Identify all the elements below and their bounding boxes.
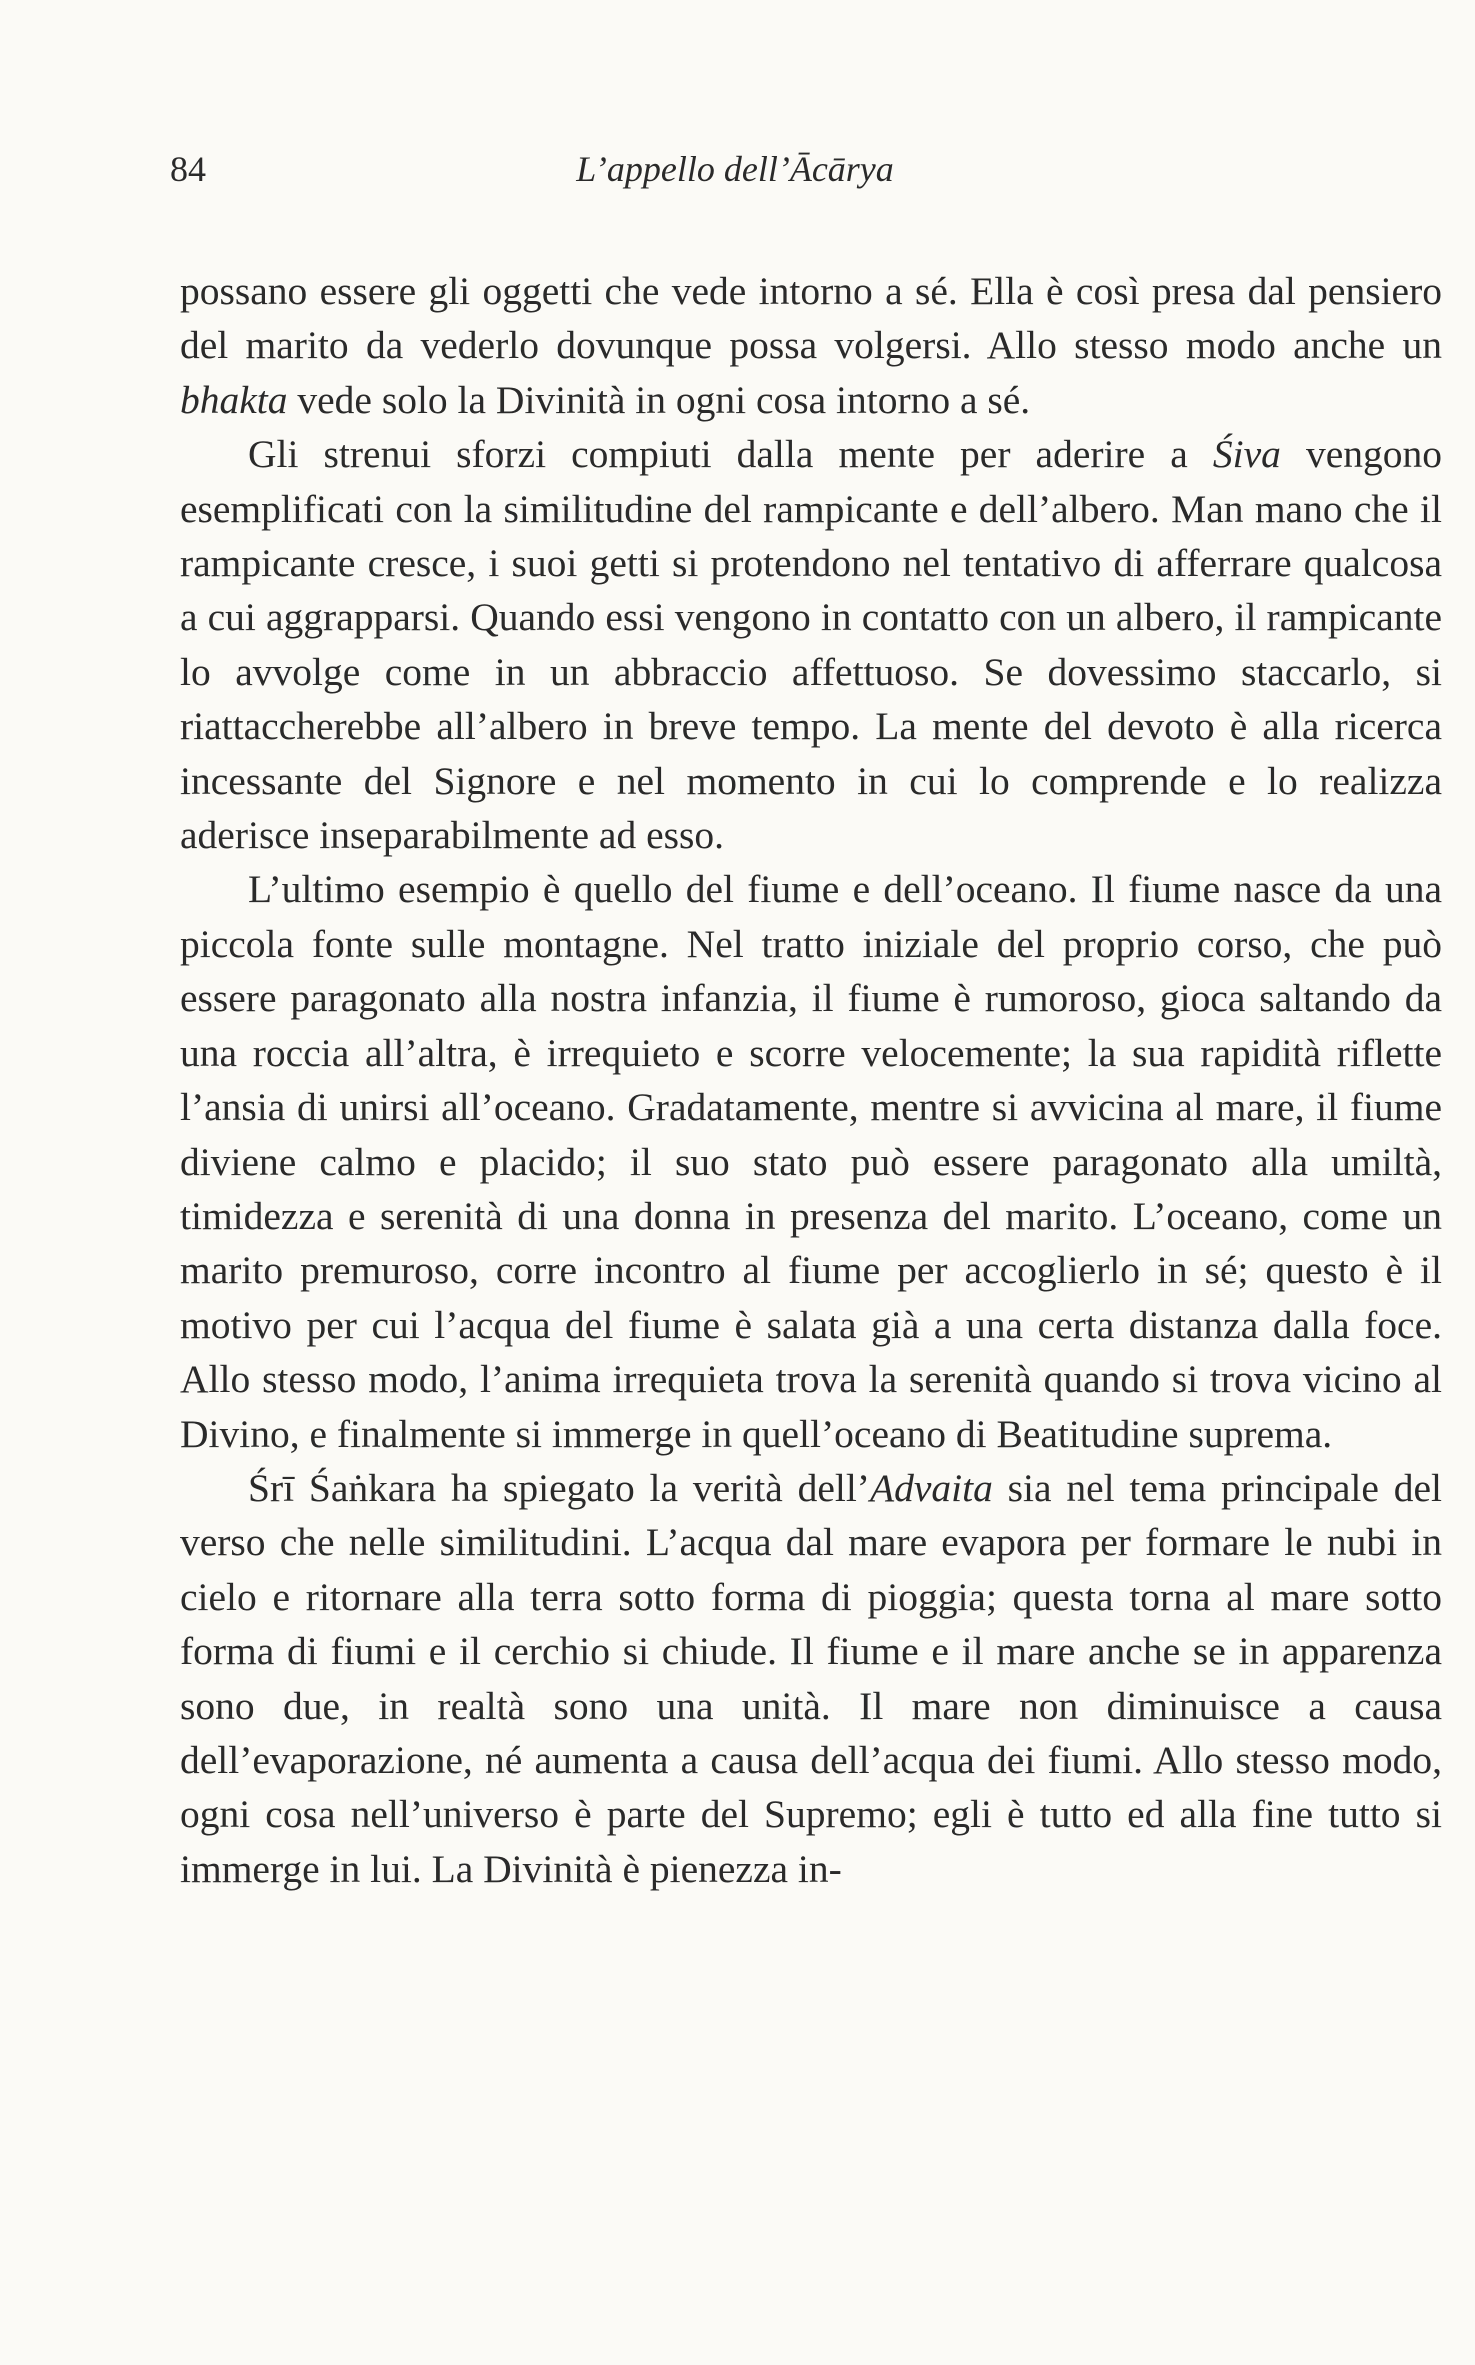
italic-term: Advaita: [869, 1465, 993, 1510]
running-head: [170, 144, 1300, 194]
italic-term: bhakta: [180, 377, 288, 422]
page-number: 84: [170, 149, 206, 189]
text-run: vengono esemplificati con la similitudine del rampicante e dell’albero. Man mano che il rampicante cresce, i suoi getti si protendono nel tentativo di afferrare qualcosa a cui aggrapparsi. Quando essi vengono in contatto con un albero, il rampicante lo avvolge come in un abbraccio affettuoso. Se dovessimo staccarlo, si riattaccherebbe all’albero in breve tempo. La mente del devoto è alla ricerca incessante del Signore e nel momento in cui lo comprende e lo realizza aderisce inseparabilmente ad esso.: [180, 432, 1442, 858]
paragraph: [180, 1461, 1442, 1896]
italic-term: Śiva: [1212, 432, 1281, 477]
text-run: Śrī Śaṅkara ha spiegato la verità dell’: [248, 1465, 870, 1510]
text-run: L’ultimo esempio è quello del fiume e dell’oceano. Il fiume nasce da una piccola fonte sulle montagne. Nel tratto iniziale del proprio corso, che può essere paragonato alla nostra infanzia, il fiume è rumoroso, gioca saltando da una roccia all’altra, è irrequieto e scorre velocemente; la sua rapidità riflette l’ansia di unirsi all’oceano. Gradatamente, mentre si avvicina al mare, il fiume diviene calmo e placido; il suo stato può essere paragonato alla umiltà, timidezza e serenità di una donna in presenza del marito. L’oceano, come un marito premuroso, corre incontro al fiume per accoglierlo in sé; questo è il motivo per cui l’acqua del fiume è salata già a una certa distanza dalla foce. Allo stesso modo, l’anima irrequieta trova la serenità quando si trova vicino al Divino, e finalmente si immerge in quell’oceano di Beatitudine suprema.: [180, 867, 1442, 1456]
text-run: possano essere gli oggetti che vede intorno a sé. Ella è così presa dal pensiero del marito da vederlo dovunque possa volgersi. Allo stesso modo anche un: [180, 269, 1442, 368]
text-run: Gli strenui sforzi compiuti dalla mente per aderire a: [248, 432, 1213, 477]
paragraph: [180, 862, 1442, 1460]
text-run: sia nel tema principale del verso che nelle similitudini. L’acqua dal mare evapora per formare le nubi in cielo e ritornare alla terra sotto forma di pioggia; questa torna al mare sotto forma di fiumi e il cerchio si chiude. Il fiume e il mare anche se in apparenza sono due, in realtà sono una unità. Il mare non diminuisce a causa dell’evaporazione, né aumenta a causa dell’acqua dei fiumi. Allo stesso modo, ogni cosa nell’universo è parte del Supremo; egli è tutto ed alla fine tutto si immerge in lui. La Divinità è pienezza in-: [180, 1465, 1443, 1891]
paragraph: [180, 264, 1442, 427]
body-text: [180, 264, 1442, 1896]
text-run: vede solo la Divinità in ogni cosa intorno a sé.: [287, 377, 1031, 422]
running-title: L’appello dell’Ācārya: [576, 149, 894, 189]
paragraph: [180, 427, 1442, 862]
